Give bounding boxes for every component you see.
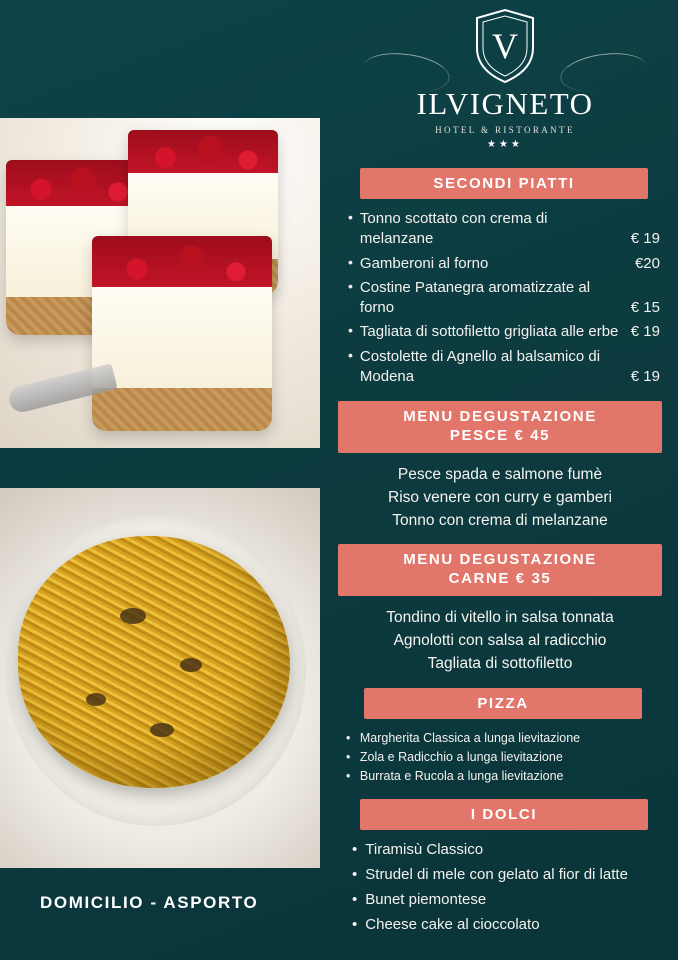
degustazione-carne-title-line1: MENU DEGUSTAZIONE	[403, 551, 597, 569]
section-title-degustazione-pesce	[338, 401, 662, 453]
dish-name: Tonno scottato con crema di melanzane	[359, 210, 548, 248]
list-item: Agnolotti con salsa al radicchio	[393, 632, 607, 649]
pizza-name: Margherita Classica a lunga lievitazione	[359, 730, 581, 745]
dish-name: Gamberoni al forno	[359, 254, 489, 272]
dish-name: Costine Patanegra aromatizzate al forno	[359, 278, 591, 316]
menu-column	[338, 168, 662, 941]
degustazione-carne-title-line2: CARNE € 35	[448, 570, 552, 587]
noodles	[18, 536, 290, 788]
list-item: Pesce spada e salmone fumè	[397, 465, 603, 483]
list-item: Tagliata di sottofiletto	[427, 655, 573, 673]
section-title-pizza: PIZZA	[364, 688, 642, 719]
list-item: Tondino di vitello in salsa tonnata	[386, 608, 614, 626]
list-item	[348, 278, 660, 319]
list-item	[352, 840, 660, 860]
list-item	[346, 748, 660, 767]
dish-name: Costolette di Agnello al balsamico di Modena	[359, 347, 601, 385]
list-item	[348, 347, 660, 388]
brand-subtitle: HOTEL & RISTORANTE	[435, 125, 575, 135]
degustazione-pesce-title-line1: MENU DEGUSTAZIONE	[403, 408, 597, 425]
bullet-icon: •	[346, 769, 351, 784]
list-item	[348, 209, 660, 250]
secondi-list	[338, 209, 662, 387]
dessert-photo	[0, 118, 320, 448]
degustazione-pesce-title-line2: PESCE € 45	[449, 426, 551, 444]
pasta-photo	[0, 488, 320, 868]
degustazione-carne-list	[338, 606, 662, 676]
list-item	[352, 915, 660, 935]
dolce-name: Strudel di mele con gelato al fior di latte	[365, 865, 628, 883]
dolce-name: Bunet piemontese	[365, 891, 487, 909]
svg-text:V: V	[492, 26, 518, 66]
bullet-icon: •	[348, 209, 353, 225]
degustazione-pesce-list	[338, 463, 662, 533]
bullet-icon: •	[346, 749, 351, 764]
dish-price: € 19	[630, 367, 660, 385]
dolce-name: Tiramisù Classico	[365, 840, 484, 858]
section-title-degustazione-carne	[338, 544, 662, 596]
bullet-icon: •	[346, 730, 351, 745]
bullet-icon: •	[348, 346, 353, 363]
list-item	[352, 865, 660, 885]
dish-price: € 15	[630, 299, 660, 316]
dish-name: Tagliata di sottofiletto grigliata alle erbe	[359, 323, 619, 341]
section-title-secondi: SECONDI PIATTI	[360, 168, 648, 199]
list-item	[348, 254, 660, 274]
bullet-icon: •	[348, 253, 353, 270]
dolce-name: Cheese cake al cioccolato	[365, 916, 540, 934]
delivery-note: DOMICILIO - ASPORTO	[40, 893, 259, 912]
bullet-icon: •	[348, 277, 353, 294]
brand-logo	[355, 8, 655, 150]
dolci-list	[338, 840, 662, 936]
list-item: Riso venere con curry e gamberi	[388, 488, 612, 506]
list-item	[352, 890, 660, 910]
list-item	[346, 729, 660, 748]
section-title-dolci: I DOLCI	[360, 799, 648, 830]
brand-stars: ★★★	[487, 139, 523, 150]
dessert-glass	[92, 236, 272, 431]
list-item	[346, 767, 660, 786]
dish-price: € 19	[630, 323, 660, 341]
list-item	[348, 322, 660, 342]
brand-name: ILVIGNETO	[416, 86, 594, 121]
pizza-name: Burrata e Rucola a lunga lievitazione	[359, 769, 564, 784]
bullet-icon: •	[352, 840, 358, 858]
bullet-icon: •	[348, 322, 353, 339]
pizza-name: Zola e Radicchio a lunga lievitazione	[359, 749, 563, 764]
dish-price: € 19	[630, 230, 660, 248]
list-item: Tonno con crema di melanzane	[392, 512, 608, 529]
pizza-list	[338, 729, 662, 787]
bullet-icon: •	[352, 865, 358, 883]
bullet-icon: •	[352, 916, 358, 934]
bullet-icon: •	[352, 891, 358, 909]
shield-crest-icon	[473, 8, 537, 84]
dish-price: €20	[634, 254, 660, 272]
